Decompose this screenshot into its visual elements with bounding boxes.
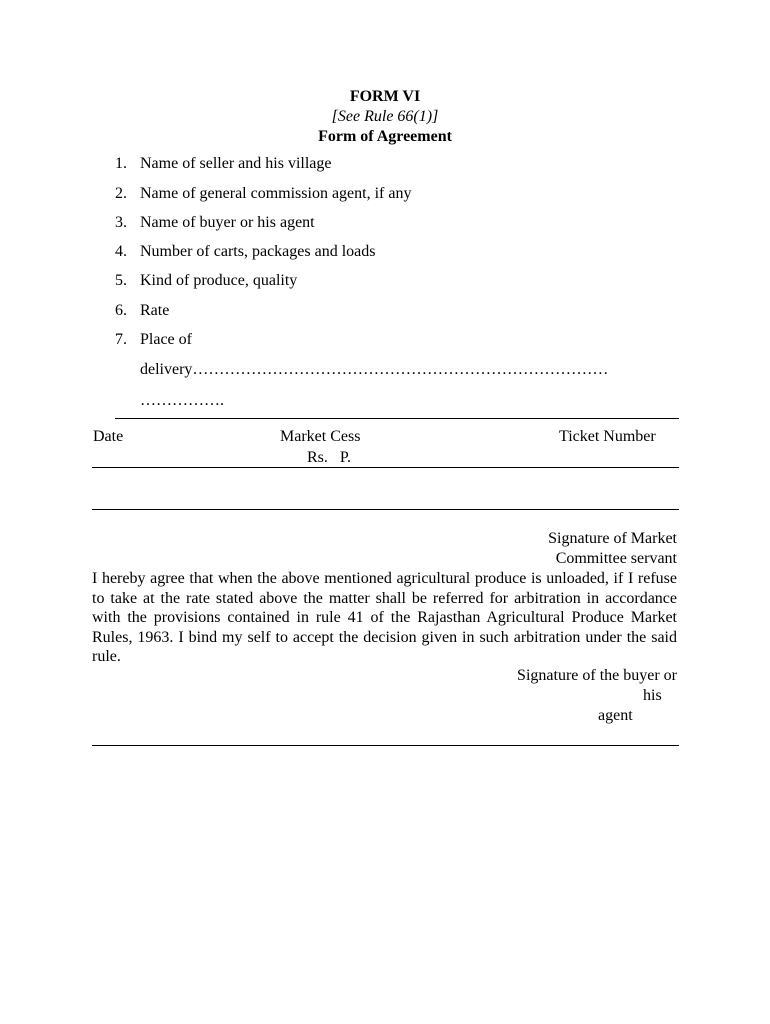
item-label: Name of general commission agent, if any bbox=[140, 185, 412, 202]
item-label: Place of bbox=[140, 331, 192, 348]
item-label: Kind of produce, quality bbox=[140, 272, 298, 289]
committee-signature-line2: Committee servant bbox=[555, 550, 677, 567]
item-label: Number of carts, packages and loads bbox=[140, 243, 376, 260]
item-label: Name of seller and his village bbox=[140, 155, 332, 172]
date-label: Date bbox=[93, 428, 124, 445]
item-label: Rate bbox=[140, 302, 170, 319]
delivery-line: delivery…………………………………………………………………… bbox=[140, 361, 609, 378]
buyer-signature-line3: agent bbox=[598, 707, 633, 724]
divider bbox=[92, 509, 679, 510]
divider bbox=[92, 467, 679, 468]
item-number: 2. bbox=[115, 185, 127, 202]
buyer-signature-line1: Signature of the buyer or bbox=[517, 667, 677, 684]
item-number: 7. bbox=[115, 331, 127, 348]
form-title: Form of Agreement bbox=[318, 128, 452, 145]
committee-signature-line1: Signature of Market bbox=[548, 530, 677, 547]
divider bbox=[92, 745, 679, 746]
form-number: FORM VI bbox=[349, 88, 421, 105]
item-number: 6. bbox=[115, 302, 127, 319]
delivery-continuation: ……………. bbox=[140, 392, 224, 409]
market-cess-label: Market Cess bbox=[280, 428, 361, 445]
ticket-number-label: Ticket Number bbox=[559, 428, 656, 445]
item-label: Name of buyer or his agent bbox=[140, 214, 315, 231]
divider bbox=[115, 418, 679, 419]
item-number: 5. bbox=[115, 272, 127, 289]
item-number: 4. bbox=[115, 243, 127, 260]
rule-reference: [See Rule 66(1)] bbox=[331, 108, 439, 125]
item-number: 3. bbox=[115, 214, 127, 231]
agreement-text: I hereby agree that when the above mentioned agricultural produce is unloaded, if I refuse to take at the rate stated above the matter shall be referred for arbitration in accordance with the provisions contained in rule 41 of the Rajasthan Agricultural Produce Market Rules, 1963. I bind my self to accept the decision given in such arbitration under the said rule. bbox=[92, 570, 677, 665]
buyer-signature-line2: his bbox=[643, 687, 662, 704]
item-number: 1. bbox=[115, 155, 127, 172]
cess-units-label: Rs. P. bbox=[307, 449, 352, 466]
